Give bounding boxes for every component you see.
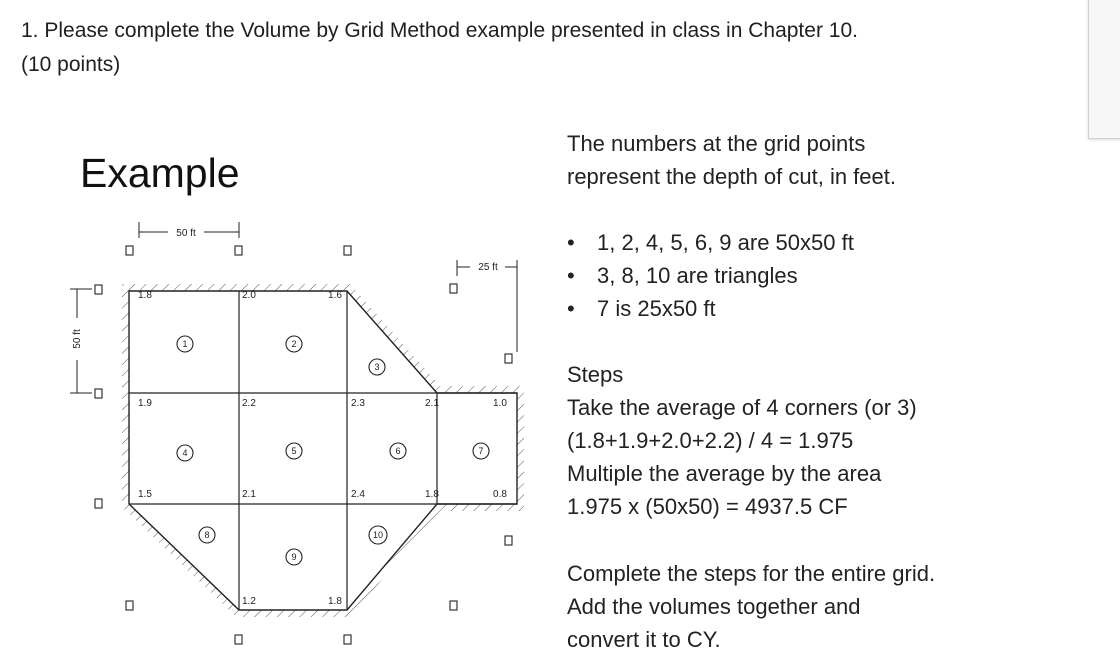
cell-number: 10 (372, 530, 384, 540)
steps-line: Multiple the average by the area (567, 461, 882, 486)
final-line: convert it to CY. (567, 627, 721, 652)
depth-label: 1.6 (328, 290, 342, 301)
final-instructions (567, 557, 935, 656)
cell-number: 5 (291, 446, 297, 456)
intro-text (567, 127, 987, 193)
grid-svg (64, 210, 534, 655)
depth-label: 1.8 (328, 596, 342, 607)
dim-left-label: 50 ft (72, 329, 83, 349)
depth-label: 2.3 (351, 398, 365, 409)
example-title: Example (80, 150, 240, 196)
cell-number: 4 (182, 448, 188, 458)
steps-section (567, 358, 917, 523)
cell-number: 8 (204, 530, 210, 540)
list-item: • 3, 8, 10 are triangles (567, 259, 854, 292)
list-item: • 1, 2, 4, 5, 6, 9 are 50x50 ft (567, 226, 854, 259)
intro-line-2: represent the depth of cut, in feet. (567, 164, 896, 189)
steps-line: Take the average of 4 corners (or 3) (567, 395, 917, 420)
depth-label: 1.8 (138, 290, 152, 301)
grid-diagram (64, 210, 534, 660)
depth-label: 2.2 (242, 398, 256, 409)
question-text (21, 14, 1021, 82)
side-panel (1088, 0, 1120, 139)
steps-line: 1.975 x (50x50) = 4937.5 CF (567, 494, 848, 519)
depth-label: 1.9 (138, 398, 152, 409)
steps-line: (1.8+1.9+2.0+2.2) / 4 = 1.975 (567, 428, 854, 453)
cell-number: 1 (182, 339, 188, 349)
question-points: (10 points) (21, 53, 121, 76)
dim-right-label: 25 ft (478, 262, 498, 273)
cell-number: 3 (374, 362, 380, 372)
cell-number: 9 (291, 552, 297, 562)
depth-label: 2.1 (242, 489, 256, 500)
intro-line-1: The numbers at the grid points (567, 131, 866, 156)
depth-label: 2.0 (242, 290, 256, 301)
cell-number: 6 (395, 446, 401, 456)
depth-label: 1.8 (425, 489, 439, 500)
final-line: Add the volumes together and (567, 594, 861, 619)
question-line-1: 1. Please complete the Volume by Grid Method example presented in class in Chapter 10. (21, 19, 858, 42)
steps-heading: Steps (567, 362, 624, 387)
depth-label: 1.0 (493, 398, 507, 409)
depth-label: 2.1 (425, 398, 439, 409)
depth-label: 0.8 (493, 489, 507, 500)
cell-type-list (567, 226, 854, 325)
depth-label: 2.4 (351, 489, 365, 500)
final-line: Complete the steps for the entire grid. (567, 561, 936, 586)
cell-number: 7 (478, 446, 484, 456)
dim-top-label: 50 ft (176, 228, 196, 239)
depth-label: 1.5 (138, 489, 152, 500)
cell-number: 2 (291, 339, 297, 349)
dim-right (457, 260, 517, 352)
depth-label: 1.2 (242, 596, 256, 607)
list-item: • 7 is 25x50 ft (567, 292, 854, 325)
